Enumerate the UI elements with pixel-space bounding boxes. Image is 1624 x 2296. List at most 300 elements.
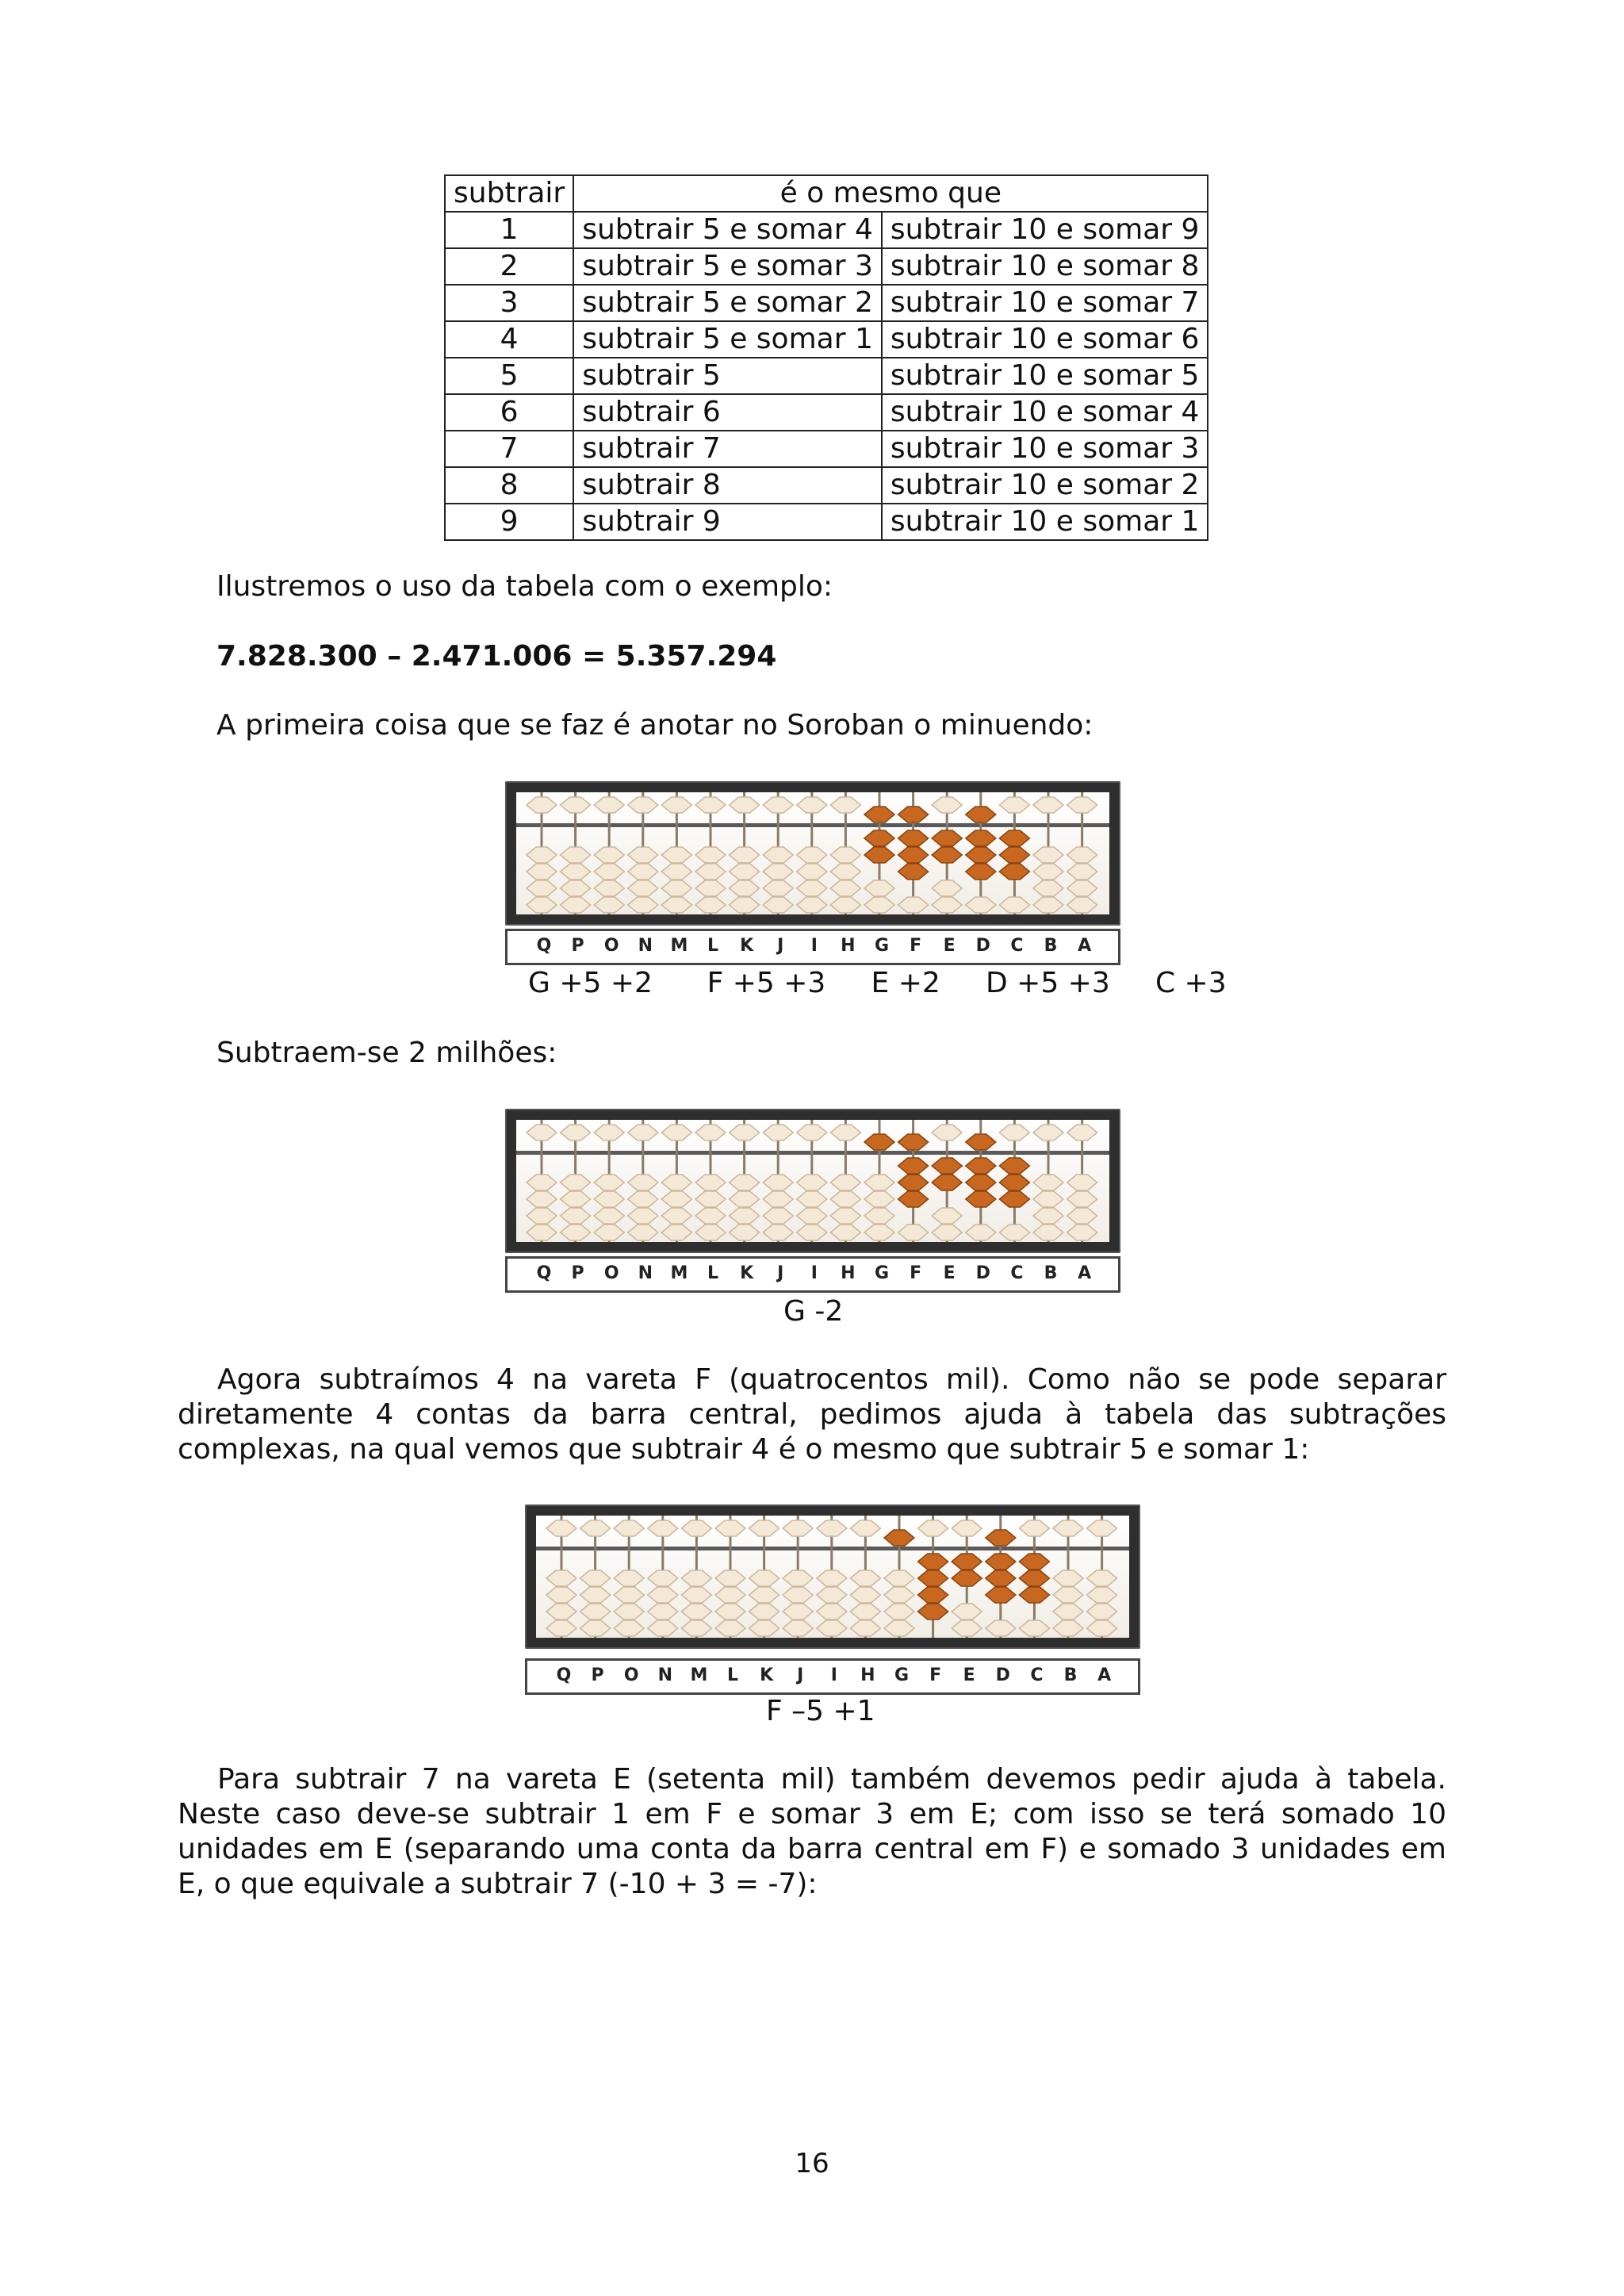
abacus-caption: G -2 bbox=[783, 1295, 844, 1328]
table-cell: 1 bbox=[445, 212, 573, 248]
bead bbox=[580, 1587, 611, 1603]
bead bbox=[1033, 864, 1063, 880]
rod-letters bbox=[505, 1256, 1120, 1293]
bead bbox=[527, 1175, 557, 1190]
bead bbox=[614, 1620, 644, 1636]
bead bbox=[594, 897, 624, 913]
rod-letter: N bbox=[657, 1665, 673, 1685]
bead-active bbox=[898, 864, 929, 880]
rod-letter: E bbox=[943, 1263, 956, 1283]
bead bbox=[594, 864, 624, 880]
bead bbox=[1053, 1570, 1083, 1586]
bead bbox=[661, 864, 691, 880]
bead bbox=[527, 847, 557, 863]
table-row bbox=[445, 321, 1208, 358]
table-cell: subtrair 5 e somar 2 bbox=[573, 285, 882, 321]
bead bbox=[546, 1587, 576, 1603]
bead bbox=[797, 1191, 827, 1207]
rod-letter: K bbox=[740, 1263, 754, 1283]
bead-active bbox=[932, 1175, 962, 1190]
bead bbox=[932, 1208, 962, 1224]
rod-letter: F bbox=[910, 936, 922, 956]
bead bbox=[661, 1175, 691, 1190]
bead bbox=[830, 864, 860, 880]
bead bbox=[918, 1520, 948, 1536]
bead bbox=[797, 1175, 827, 1190]
bead bbox=[730, 797, 760, 813]
rod-letter: O bbox=[623, 1665, 639, 1685]
bead bbox=[1053, 1520, 1083, 1536]
table-row bbox=[445, 504, 1208, 540]
abacus-caption: G +5 +2 F +5 +3 E +2 D +5 +3 C +3 bbox=[528, 967, 1227, 999]
bead bbox=[763, 880, 793, 896]
rod-letter: K bbox=[760, 1665, 774, 1685]
paragraph: Ilustremos o uso da tabela com o exemplo: bbox=[216, 570, 833, 603]
rod-letter: G bbox=[874, 1263, 890, 1283]
bead bbox=[561, 880, 591, 896]
table-cell: subtrair 10 e somar 3 bbox=[882, 431, 1208, 467]
bead bbox=[830, 1225, 860, 1240]
bead bbox=[763, 1225, 793, 1240]
bead bbox=[884, 1604, 914, 1619]
paragraph: Subtraem-se 2 milhões: bbox=[216, 1037, 557, 1069]
bead-active bbox=[898, 847, 929, 863]
bead bbox=[527, 1208, 557, 1224]
bead bbox=[797, 864, 827, 880]
bead bbox=[546, 1570, 576, 1586]
bead bbox=[864, 1191, 894, 1207]
bead bbox=[797, 897, 827, 913]
bead bbox=[932, 1125, 962, 1140]
bead bbox=[830, 1125, 860, 1140]
table-cell: subtrair 5 bbox=[573, 358, 882, 394]
rod-letters bbox=[525, 1658, 1140, 1695]
rod-letter: I bbox=[810, 1263, 818, 1283]
table-cell: subtrair 8 bbox=[573, 467, 882, 504]
bead bbox=[817, 1604, 847, 1619]
paragraph: Agora subtraímos 4 na vareta F (quatrocentos mil). Como não se pode separar diretamente 4 contas da barra central, pedimos ajuda à tabela das subtrações complexas, na qual vemos que subtrair 4 é o mesmo que subtrair 5 e somar 1: bbox=[178, 1363, 1446, 1466]
abacus-beads bbox=[525, 1504, 1140, 1649]
bead bbox=[850, 1570, 880, 1586]
bead bbox=[561, 1125, 591, 1140]
bead bbox=[898, 1225, 929, 1240]
bead bbox=[561, 1175, 591, 1190]
bead bbox=[763, 1191, 793, 1207]
rod-letter: Q bbox=[556, 1665, 572, 1685]
bead-active bbox=[952, 1554, 982, 1570]
rod-letter: B bbox=[1044, 936, 1058, 956]
bead bbox=[1067, 1175, 1097, 1190]
bead bbox=[850, 1587, 880, 1603]
bead bbox=[797, 1225, 827, 1240]
table-cell: subtrair 10 e somar 4 bbox=[882, 394, 1208, 431]
bead bbox=[749, 1570, 779, 1586]
bead bbox=[730, 897, 760, 913]
bead-active bbox=[932, 830, 962, 846]
rod-letter: H bbox=[841, 1263, 856, 1283]
bead bbox=[763, 1175, 793, 1190]
table-row bbox=[445, 212, 1208, 248]
abacus-beads bbox=[505, 1109, 1120, 1253]
bead-active bbox=[966, 847, 996, 863]
bead-active bbox=[918, 1587, 948, 1603]
rod-letter: A bbox=[1078, 1263, 1092, 1283]
bead bbox=[695, 1208, 726, 1224]
bead-active bbox=[918, 1604, 948, 1619]
bead-active bbox=[986, 1530, 1016, 1546]
bead bbox=[783, 1570, 813, 1586]
bead bbox=[1033, 1191, 1063, 1207]
bead-active bbox=[966, 864, 996, 880]
bead bbox=[527, 1191, 557, 1207]
table-cell: subtrair 10 e somar 2 bbox=[882, 467, 1208, 504]
rod-letter: N bbox=[638, 936, 653, 956]
bead bbox=[1033, 797, 1063, 813]
bead-active bbox=[999, 864, 1029, 880]
bead-active bbox=[864, 830, 894, 846]
bead bbox=[695, 1191, 726, 1207]
bead bbox=[1033, 1175, 1063, 1190]
bead bbox=[952, 1520, 982, 1536]
bead bbox=[817, 1620, 847, 1636]
bead bbox=[580, 1520, 611, 1536]
bead bbox=[527, 1225, 557, 1240]
table-cell: subtrair 5 e somar 4 bbox=[573, 212, 882, 248]
bead bbox=[850, 1620, 880, 1636]
bead bbox=[715, 1520, 745, 1536]
rod-letter: Q bbox=[536, 936, 552, 956]
rod-letter: P bbox=[571, 936, 584, 956]
bead bbox=[695, 1175, 726, 1190]
bead bbox=[546, 1604, 576, 1619]
rod-letter: A bbox=[1097, 1665, 1112, 1685]
bead bbox=[1053, 1587, 1083, 1603]
rod-letter: L bbox=[726, 1665, 739, 1685]
rod-letter: J bbox=[777, 1263, 784, 1283]
bead bbox=[966, 1225, 996, 1240]
bead-active bbox=[864, 807, 894, 822]
bead bbox=[817, 1587, 847, 1603]
table-cell: subtrair 10 e somar 9 bbox=[882, 212, 1208, 248]
bead bbox=[783, 1620, 813, 1636]
bead bbox=[797, 797, 827, 813]
bead-active bbox=[999, 1175, 1029, 1190]
bead bbox=[580, 1620, 611, 1636]
bead bbox=[749, 1587, 779, 1603]
rod-letter: I bbox=[810, 936, 818, 956]
bead-active bbox=[1019, 1587, 1049, 1603]
bead bbox=[594, 1125, 624, 1140]
bead bbox=[561, 897, 591, 913]
rod-letter: D bbox=[975, 1263, 990, 1283]
bead bbox=[614, 1587, 644, 1603]
bead bbox=[648, 1520, 678, 1536]
bead bbox=[730, 880, 760, 896]
bead-active bbox=[966, 1175, 996, 1190]
bead bbox=[648, 1587, 678, 1603]
bead bbox=[695, 1225, 726, 1240]
table-row bbox=[445, 394, 1208, 431]
rod-letter: D bbox=[975, 936, 990, 956]
bead bbox=[730, 864, 760, 880]
paragraph: Para subtrair 7 na vareta E (setenta mil) também devemos pedir ajuda à tabela. Neste caso deve-se subtrair 1 em F e somar 3 em E; com isso se terá somado 10 unidades em E (separando uma conta da barra central em F) e somado 3 unidades em E, o que equivale a subtrair 7 (-10 + 3 = -7): bbox=[178, 1763, 1446, 1900]
bead bbox=[561, 1208, 591, 1224]
bead bbox=[763, 797, 793, 813]
bead bbox=[850, 1604, 880, 1619]
rod-letter: J bbox=[797, 1665, 804, 1685]
bead-active bbox=[932, 1158, 962, 1174]
bead bbox=[884, 1620, 914, 1636]
bead bbox=[661, 1208, 691, 1224]
bead-active bbox=[966, 1134, 996, 1150]
bead bbox=[730, 1125, 760, 1140]
bead bbox=[830, 1175, 860, 1190]
bead-active bbox=[898, 1175, 929, 1190]
table-cell: 8 bbox=[445, 467, 573, 504]
bead bbox=[580, 1570, 611, 1586]
bead bbox=[594, 797, 624, 813]
table-cell: subtrair 10 e somar 5 bbox=[882, 358, 1208, 394]
table-cell: 2 bbox=[445, 248, 573, 285]
bead bbox=[730, 1208, 760, 1224]
bead bbox=[1033, 1225, 1063, 1240]
bead bbox=[695, 864, 726, 880]
bead-active bbox=[999, 830, 1029, 846]
bead bbox=[628, 1191, 658, 1207]
bead bbox=[561, 797, 591, 813]
bead bbox=[730, 1225, 760, 1240]
soroban-abacus bbox=[525, 1504, 1140, 1649]
bead-active bbox=[932, 847, 962, 863]
bead bbox=[695, 897, 726, 913]
rod-letter: H bbox=[841, 936, 856, 956]
paragraph: A primeira coisa que se faz é anotar no Soroban o minuendo: bbox=[216, 709, 1094, 742]
bead-active bbox=[999, 1191, 1029, 1207]
rod-letter: L bbox=[707, 1263, 719, 1283]
bead bbox=[681, 1587, 711, 1603]
bead bbox=[661, 1125, 691, 1140]
bead bbox=[580, 1604, 611, 1619]
rod-letter: N bbox=[638, 1263, 653, 1283]
table-header-cell: subtrair bbox=[445, 175, 573, 212]
bead-active bbox=[898, 830, 929, 846]
bead bbox=[763, 1208, 793, 1224]
bead bbox=[715, 1587, 745, 1603]
rod-letter: G bbox=[894, 1665, 910, 1685]
rod-letter: P bbox=[591, 1665, 604, 1685]
bead-active bbox=[986, 1587, 1016, 1603]
bead bbox=[561, 847, 591, 863]
bead bbox=[797, 847, 827, 863]
rod-letter: A bbox=[1078, 936, 1092, 956]
bead bbox=[527, 897, 557, 913]
bead bbox=[884, 1570, 914, 1586]
rod-letter: F bbox=[910, 1263, 922, 1283]
bead bbox=[614, 1604, 644, 1619]
bead bbox=[527, 1125, 557, 1140]
bead bbox=[628, 797, 658, 813]
bead bbox=[715, 1604, 745, 1619]
rod-letter: O bbox=[603, 1263, 619, 1283]
bead bbox=[763, 897, 793, 913]
bead bbox=[681, 1570, 711, 1586]
bead bbox=[681, 1604, 711, 1619]
bead bbox=[1087, 1604, 1117, 1619]
bead bbox=[661, 1225, 691, 1240]
bead bbox=[661, 797, 691, 813]
bead bbox=[986, 1620, 1016, 1636]
rod-letter: I bbox=[830, 1665, 837, 1685]
bead bbox=[695, 1125, 726, 1140]
bead bbox=[797, 880, 827, 896]
bead bbox=[864, 1208, 894, 1224]
bead bbox=[932, 880, 962, 896]
bead bbox=[966, 897, 996, 913]
soroban-abacus bbox=[505, 781, 1120, 926]
bead bbox=[730, 1175, 760, 1190]
table-cell: subtrair 5 e somar 1 bbox=[573, 321, 882, 358]
bead bbox=[1067, 1208, 1097, 1224]
table-row bbox=[445, 358, 1208, 394]
bead-active bbox=[966, 1191, 996, 1207]
bead bbox=[1067, 847, 1097, 863]
bead bbox=[763, 864, 793, 880]
bead-active bbox=[966, 807, 996, 822]
bead bbox=[830, 880, 860, 896]
bead bbox=[661, 880, 691, 896]
rod-letter: G bbox=[874, 936, 890, 956]
bead bbox=[783, 1587, 813, 1603]
bead bbox=[648, 1570, 678, 1586]
rod-letter: B bbox=[1063, 1665, 1078, 1685]
rod-letter: M bbox=[670, 1263, 688, 1283]
bead bbox=[561, 1191, 591, 1207]
bead bbox=[1019, 1520, 1049, 1536]
bead bbox=[730, 847, 760, 863]
bead bbox=[1067, 1125, 1097, 1140]
bead-active bbox=[918, 1570, 948, 1586]
bead bbox=[999, 1125, 1029, 1140]
bead bbox=[628, 1225, 658, 1240]
bead bbox=[1067, 1225, 1097, 1240]
bead bbox=[749, 1620, 779, 1636]
bead bbox=[763, 847, 793, 863]
bead bbox=[594, 880, 624, 896]
bead bbox=[715, 1570, 745, 1586]
bead-active bbox=[864, 847, 894, 863]
bead bbox=[1033, 847, 1063, 863]
bead bbox=[1053, 1620, 1083, 1636]
bead bbox=[749, 1520, 779, 1536]
bead bbox=[628, 864, 658, 880]
bead bbox=[830, 797, 860, 813]
bead bbox=[1087, 1587, 1117, 1603]
bead bbox=[594, 1175, 624, 1190]
rod-letter: C bbox=[1030, 1665, 1044, 1685]
bead bbox=[999, 1225, 1029, 1240]
bead bbox=[1087, 1620, 1117, 1636]
table-cell: 4 bbox=[445, 321, 573, 358]
bead-active bbox=[898, 1134, 929, 1150]
bead-active bbox=[1019, 1554, 1049, 1570]
bead bbox=[648, 1604, 678, 1619]
rod-letter: P bbox=[571, 1263, 584, 1283]
bead bbox=[594, 1225, 624, 1240]
bead-active bbox=[898, 807, 929, 822]
bead-active bbox=[898, 1158, 929, 1174]
bead bbox=[1053, 1604, 1083, 1619]
bead bbox=[1019, 1620, 1049, 1636]
bead bbox=[817, 1520, 847, 1536]
bead bbox=[715, 1620, 745, 1636]
table-header-cell: é o mesmo que bbox=[573, 175, 1208, 212]
table-cell: subtrair 10 e somar 1 bbox=[882, 504, 1208, 540]
bead-active bbox=[966, 1158, 996, 1174]
bead bbox=[614, 1570, 644, 1586]
table-cell: subtrair 9 bbox=[573, 504, 882, 540]
bead bbox=[952, 1604, 982, 1619]
rod-letter: M bbox=[670, 936, 688, 956]
bead-active bbox=[918, 1554, 948, 1570]
bead-active bbox=[952, 1570, 982, 1586]
bead bbox=[1033, 880, 1063, 896]
bead bbox=[1087, 1520, 1117, 1536]
bead bbox=[1033, 897, 1063, 913]
bead-active bbox=[1019, 1570, 1049, 1586]
bead bbox=[681, 1520, 711, 1536]
bead bbox=[661, 847, 691, 863]
rod-letter: O bbox=[603, 936, 619, 956]
bead bbox=[864, 1225, 894, 1240]
table-cell: 3 bbox=[445, 285, 573, 321]
subtraction-table bbox=[444, 174, 1208, 541]
bead-active bbox=[884, 1530, 914, 1546]
table-header-row bbox=[445, 175, 1208, 212]
bead bbox=[546, 1520, 576, 1536]
bead bbox=[561, 1225, 591, 1240]
bead bbox=[783, 1604, 813, 1619]
rod-letter: D bbox=[995, 1665, 1010, 1685]
table-cell: subtrair 6 bbox=[573, 394, 882, 431]
bead bbox=[884, 1587, 914, 1603]
bead-active bbox=[986, 1554, 1016, 1570]
bead bbox=[614, 1520, 644, 1536]
table-row bbox=[445, 285, 1208, 321]
bead bbox=[628, 880, 658, 896]
rod-letter: L bbox=[707, 936, 719, 956]
bead bbox=[830, 1191, 860, 1207]
bead-active bbox=[966, 830, 996, 846]
bead bbox=[546, 1620, 576, 1636]
table-row bbox=[445, 467, 1208, 504]
bead bbox=[932, 797, 962, 813]
rod-letter: K bbox=[740, 936, 754, 956]
bead bbox=[628, 1208, 658, 1224]
bead bbox=[864, 1175, 894, 1190]
bead bbox=[932, 897, 962, 913]
bead bbox=[628, 847, 658, 863]
bead bbox=[1033, 1125, 1063, 1140]
bead bbox=[695, 880, 726, 896]
table-cell: 5 bbox=[445, 358, 573, 394]
bead bbox=[1067, 864, 1097, 880]
table-cell: subtrair 5 e somar 3 bbox=[573, 248, 882, 285]
rod-letter: F bbox=[929, 1665, 942, 1685]
table-row bbox=[445, 248, 1208, 285]
bead bbox=[797, 1125, 827, 1140]
table-cell: 9 bbox=[445, 504, 573, 540]
page-number: 16 bbox=[795, 2148, 829, 2179]
